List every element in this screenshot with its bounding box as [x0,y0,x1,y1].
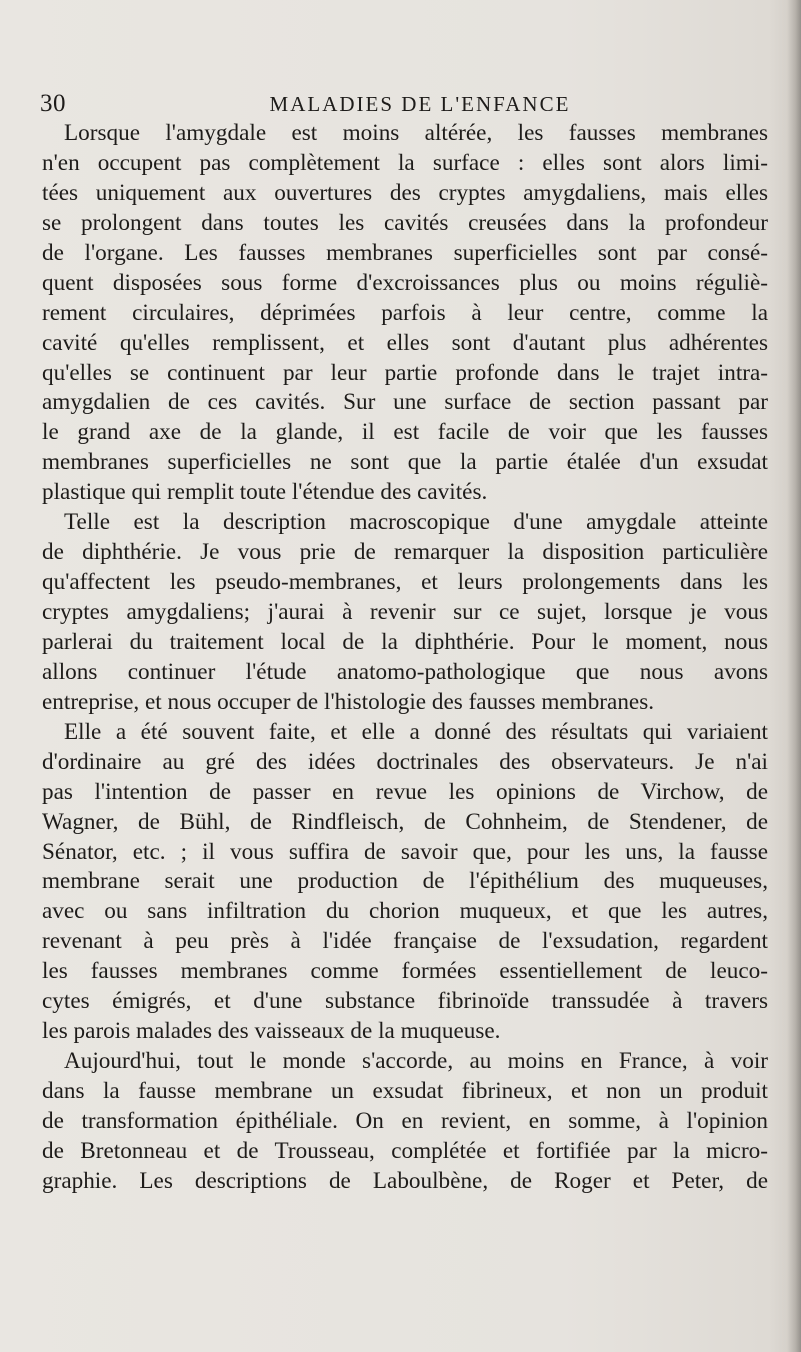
text-line: tées uniquement aux ouvertures des cryptes amygdaliens, mais elles [42,179,768,206]
text-line: de l'organe. Les fausses membranes superficielles sont par consé- [42,239,768,266]
body-text [42,119,768,1197]
text-line: allons continuer l'étude anatomo-pathologique que nous avons [42,658,768,685]
text-line: se prolongent dans toutes les cavités creusées dans la profondeur [42,209,768,236]
text-line: Wagner, de Bühl, de Rindfleisch, de Cohnheim, de Stendener, de [42,808,768,835]
text-line: Aujourd'hui, tout le monde s'accorde, au moins en France, à voir [64,1048,768,1075]
text-line: les fausses membranes comme formées essentiellement de leuco- [42,958,768,985]
text-line: membranes superficielles ne sont que la partie étalée d'un exsudat [42,449,768,476]
text-line: graphie. Les descriptions de Laboulbène, de Roger et Peter, de [42,1167,768,1194]
text-line: de Bretonneau et de Trousseau, complétée et fortifiée par la micro- [42,1137,768,1164]
page-header [40,90,770,122]
text-line: avec ou sans infiltration du chorion muqueux, et que les autres, [42,898,768,925]
text-line: qu'elles se continuent par leur partie profonde dans le trajet intra- [42,359,768,386]
text-line: Telle est la description macroscopique d'une amygdale atteinte [64,509,768,536]
page-edge-shadow [787,0,801,1352]
text-line: cryptes amygdaliens; j'aurai à revenir sur ce sujet, lorsque je vous [42,599,768,625]
text-line: de diphthérie. Je vous prie de remarquer la disposition particulière [42,539,768,566]
text-line: le grand axe de la glande, il est facile de voir que les fausses [42,419,768,446]
text-line: parlerai du traitement local de la diphthérie. Pour le moment, nous [42,628,768,655]
text-line: d'ordinaire au gré des idées doctrinales des observateurs. Je n'ai [42,748,768,775]
text-line: amygdalien de ces cavités. Sur une surface de section passant par [42,389,768,416]
text-line: les parois malades des vaisseaux de la muqueuse. [42,1018,501,1045]
text-line: entreprise, et nous occuper de l'histologie des fausses membranes. [42,688,655,715]
text-line: quent disposées sous forme d'excroissances plus ou moins réguliè- [42,269,768,296]
text-line: rement circulaires, déprimées parfois à leur centre, comme la [42,299,768,326]
text-line: membrane serait une production de l'épithélium des muqueuses, [42,868,768,895]
text-line: cytes émigrés, et d'une substance fibrinoïde transsudée à travers [42,988,768,1015]
text-line: Elle a été souvent faite, et elle a donné des résultats qui variaient [64,718,768,745]
text-line: revenant à peu près à l'idée française de l'exsudation, regardent [42,928,768,955]
text-line: Lorsque l'amygdale est moins altérée, les fausses membranes [64,120,768,146]
text-line: plastique qui remplit toute l'étendue des cavités. [42,479,488,506]
text-line: de transformation épithéliale. On en revient, en somme, à l'opinion [42,1107,768,1134]
text-line: qu'affectent les pseudo-membranes, et leurs prolongements dans les [42,569,768,596]
text-line: Sénator, etc. ; il vous suffira de savoir que, pour les uns, la fausse [42,838,768,865]
running-title: MALADIES DE L'ENFANCE [269,92,571,116]
page-number: 30 [40,90,66,117]
text-line: pas l'intention de passer en revue les opinions de Virchow, de [42,778,768,805]
text-line: cavité qu'elles remplissent, et elles sont d'autant plus adhérentes [42,329,768,356]
text-line: n'en occupent pas complètement la surface : elles sont alors limi- [42,149,768,176]
text-line: dans la fausse membrane un exsudat fibrineux, et non un produit [42,1078,768,1104]
